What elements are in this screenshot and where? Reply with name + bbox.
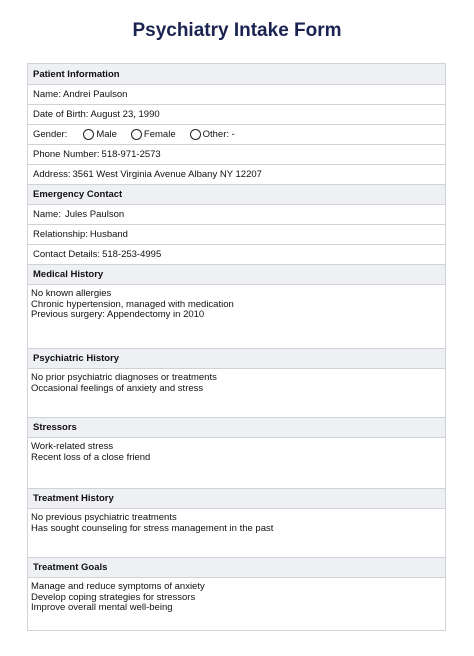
gender-option-label: Female bbox=[143, 129, 176, 140]
stressors-line: Recent loss of a close friend bbox=[31, 451, 151, 463]
gender-option-label: Male bbox=[96, 129, 117, 140]
medical-history-text[interactable] bbox=[28, 284, 445, 348]
psychiatric-history-line: No prior psychiatric diagnoses or treatments bbox=[31, 372, 217, 383]
relationship-label: Relationship: bbox=[33, 229, 88, 240]
relationship-value[interactable]: Husband bbox=[89, 229, 128, 240]
address-row bbox=[28, 164, 445, 184]
treatment-goals-line: Improve overall mental well-being bbox=[31, 602, 173, 613]
address-value[interactable]: 3561 West Virginia Avenue Albany NY 12207 bbox=[72, 169, 262, 180]
section-header-psychiatric-history bbox=[28, 348, 445, 368]
gender-row bbox=[28, 124, 445, 144]
relationship-row bbox=[28, 224, 445, 244]
gender-label: Gender: bbox=[33, 129, 68, 140]
contact-details-value[interactable]: 518-253-4995 bbox=[102, 249, 162, 260]
dob-value[interactable]: August 23, 1990 bbox=[90, 109, 160, 120]
phone-label: Phone Number: bbox=[33, 149, 100, 160]
dob-row bbox=[28, 104, 445, 124]
dob-label: Date of Birth: bbox=[33, 109, 89, 120]
psychiatric-history-text[interactable] bbox=[28, 368, 445, 417]
radio-icon[interactable] bbox=[131, 129, 142, 140]
phone-row bbox=[28, 144, 445, 164]
section-heading: Psychiatric History bbox=[33, 353, 120, 364]
patient-name-label: Name: bbox=[33, 89, 61, 100]
radio-icon[interactable] bbox=[83, 129, 94, 140]
gender-option-male[interactable] bbox=[83, 129, 117, 140]
section-heading: Treatment History bbox=[33, 493, 114, 504]
treatment-history-line: No previous psychiatric treatments bbox=[31, 512, 177, 523]
gender-option-female[interactable] bbox=[131, 129, 176, 140]
treatment-goals-line: Develop coping strategies for stressors bbox=[31, 591, 196, 603]
emergency-name-row bbox=[28, 204, 445, 224]
emergency-name-label: Name: bbox=[33, 209, 61, 220]
treatment-goals-text[interactable] bbox=[28, 577, 445, 630]
section-heading: Medical History bbox=[33, 269, 104, 280]
gender-option-label: Other: - bbox=[202, 129, 235, 140]
section-header-emergency-contact bbox=[28, 184, 445, 204]
stressors-text[interactable] bbox=[28, 437, 445, 488]
stressors-line: Work-related stress bbox=[31, 441, 114, 452]
section-heading: Treatment Goals bbox=[33, 562, 108, 573]
section-heading: Stressors bbox=[33, 422, 77, 433]
treatment-goals-line: Manage and reduce symptoms of anxiety bbox=[31, 581, 205, 592]
patient-name-row bbox=[28, 84, 445, 104]
radio-icon[interactable] bbox=[190, 129, 201, 140]
gender-option-other[interactable] bbox=[190, 129, 235, 140]
section-header-treatment-history bbox=[28, 488, 445, 508]
section-header-patient-information bbox=[28, 64, 445, 84]
section-header-treatment-goals bbox=[28, 557, 445, 577]
page-title: Psychiatry Intake Form bbox=[132, 20, 342, 41]
section-header-medical-history bbox=[28, 264, 445, 284]
contact-details-row bbox=[28, 244, 445, 264]
section-heading: Emergency Contact bbox=[33, 189, 123, 200]
psychiatric-history-line: Occasional feelings of anxiety and stress bbox=[31, 382, 204, 394]
treatment-history-line: Has sought counseling for stress management in the past bbox=[31, 522, 274, 534]
intake-form bbox=[27, 63, 446, 631]
medical-history-line: Chronic hypertension, managed with medication bbox=[31, 298, 234, 310]
address-label: Address: bbox=[33, 169, 71, 180]
medical-history-line: No known allergies bbox=[31, 288, 112, 299]
patient-name-value[interactable]: Andrei Paulson bbox=[62, 89, 128, 100]
medical-history-line: Previous surgery: Appendectomy in 2010 bbox=[31, 309, 205, 320]
section-heading: Patient Information bbox=[33, 68, 120, 80]
contact-details-label: Contact Details: bbox=[33, 249, 101, 260]
emergency-name-value[interactable]: Jules Paulson bbox=[64, 209, 125, 220]
section-header-stressors bbox=[28, 417, 445, 437]
phone-value[interactable]: 518-971-2573 bbox=[101, 149, 161, 160]
treatment-history-text[interactable] bbox=[28, 508, 445, 557]
